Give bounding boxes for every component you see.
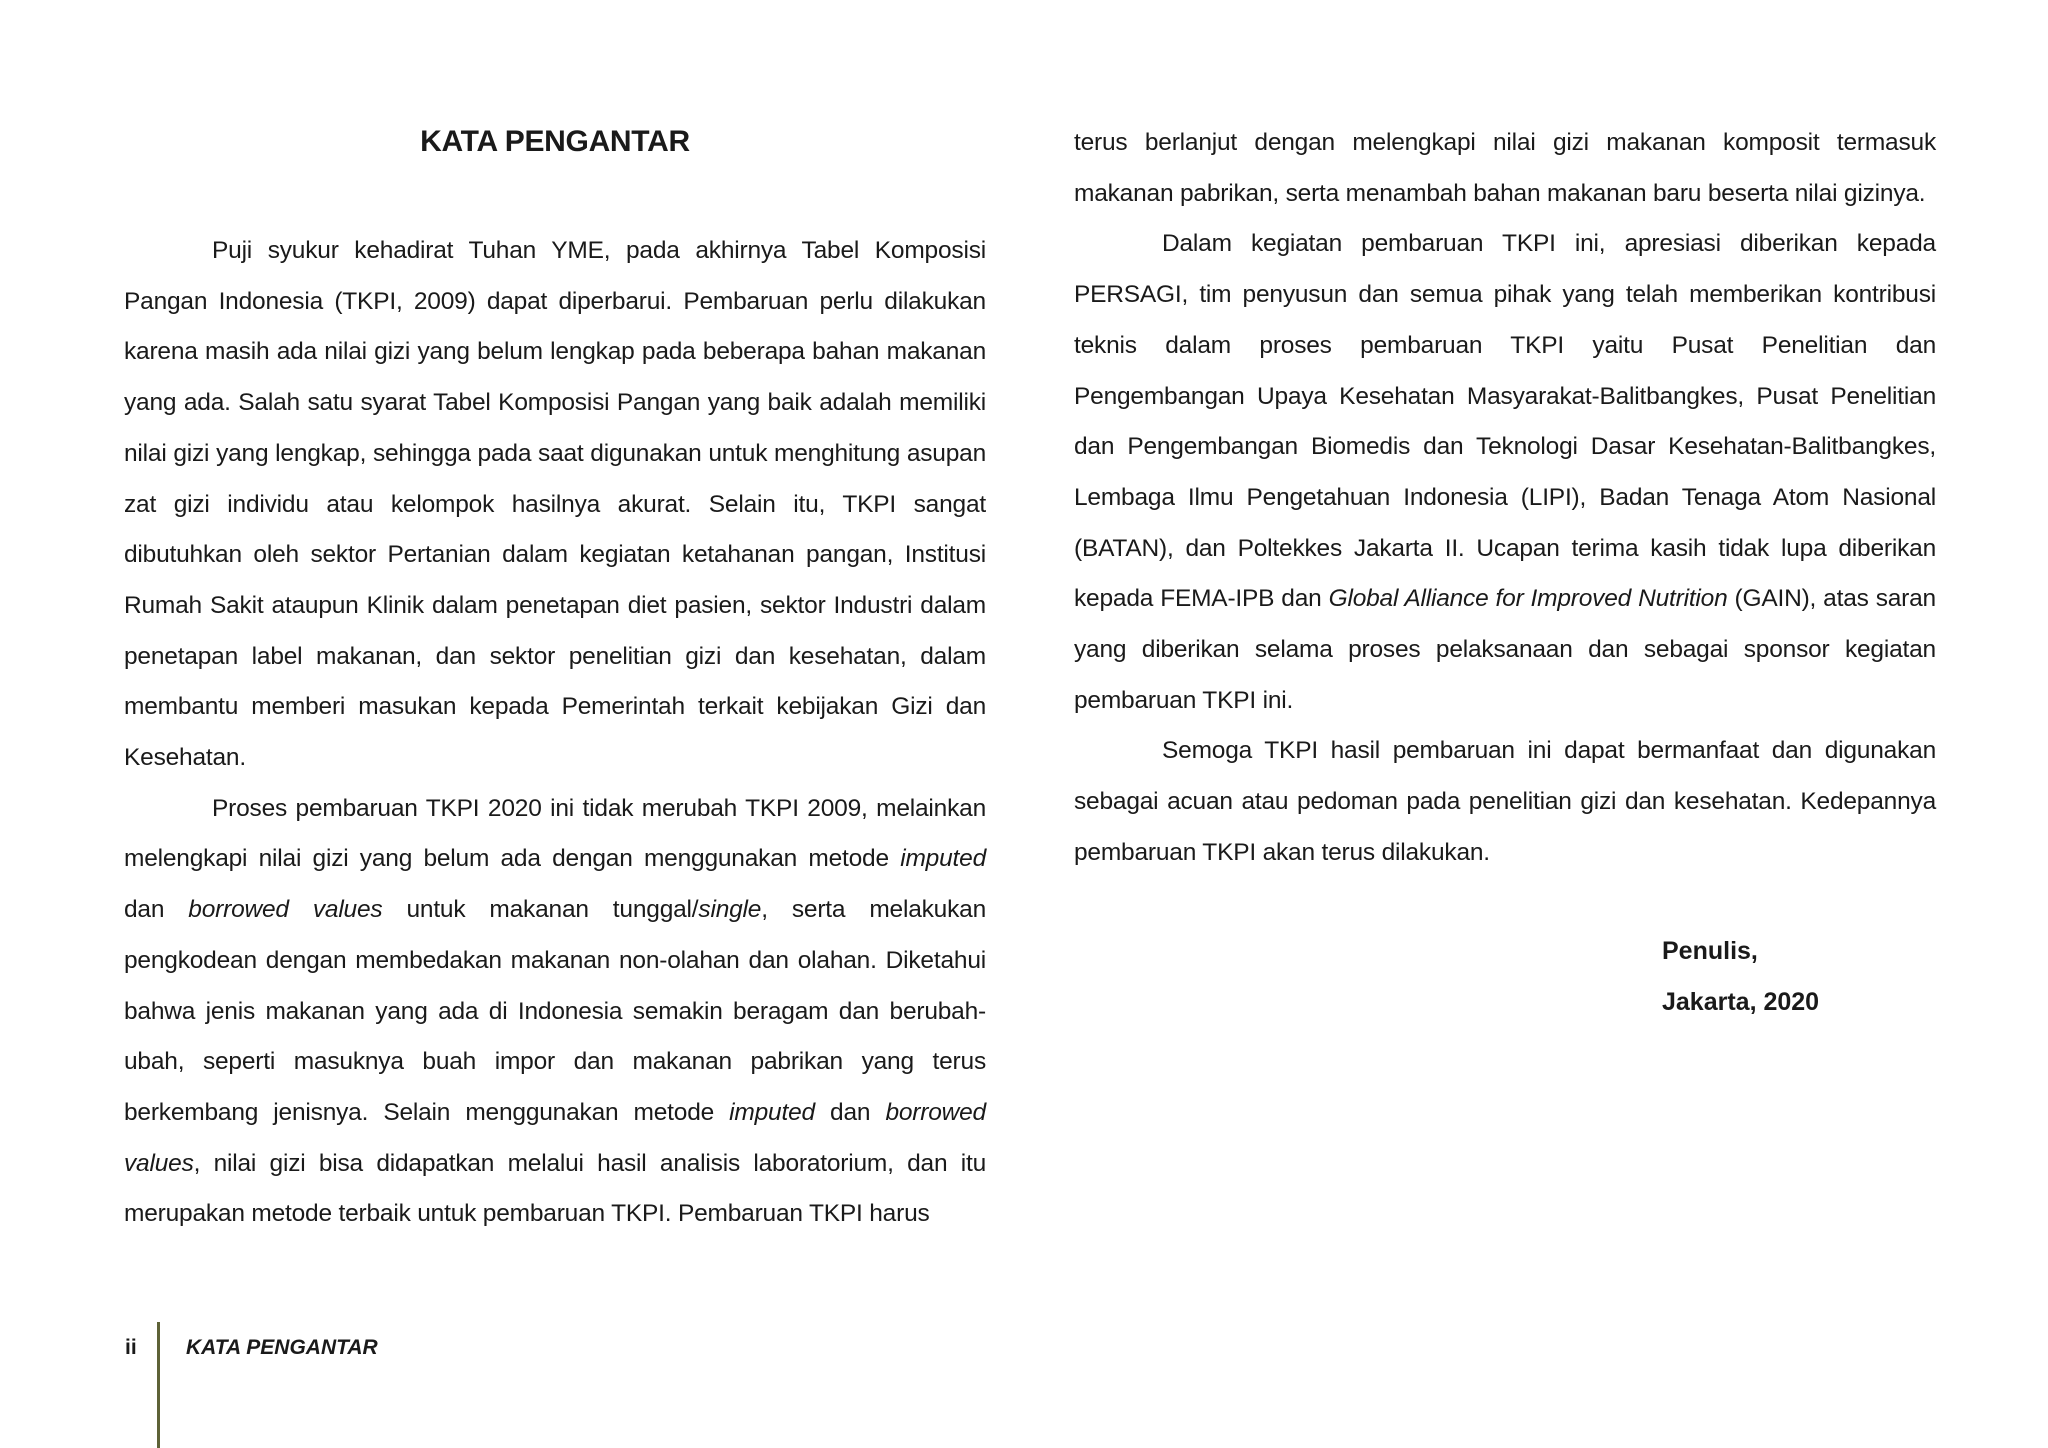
text-run: (GAIN), atas saran yang diberikan selama proses pelaksanaan dan sebagai sponsor kegiatan pembaruan TKPI ini. (1074, 585, 1936, 714)
text-run: Semoga TKPI hasil pembaruan ini dapat bermanfaat dan digunakan sebagai acuan atau pedoman pada penelitian gizi dan kesehatan. Kedepannya pembaruan TKPI akan terus dilakukan. (1074, 737, 1936, 866)
text-run: terus berlanjut dengan melengkapi nilai gizi makanan komposit termasuk makanan pabrikan, serta menambah bahan makanan baru beserta nilai gizinya. (1074, 129, 1936, 207)
text-run: , nilai gizi bisa didapatkan melalui hasil analisis laboratorium, dan itu merupakan metode terbaik untuk pembaruan TKPI. Pembaruan TKPI harus (124, 1149, 986, 1228)
italic-text-run: imputed (729, 1098, 815, 1126)
italic-text-run: single (698, 896, 762, 924)
italic-text-run: borrowed values (124, 1098, 986, 1177)
body-paragraph (1074, 219, 1936, 726)
text-run: dan (814, 1098, 886, 1126)
text-run: untuk makanan tunggal/ (382, 896, 699, 924)
signature-author: Penulis, (1662, 937, 1758, 965)
italic-text-run: imputed (900, 845, 986, 873)
page-number: ii (125, 1336, 137, 1359)
footer-divider (157, 1322, 160, 1448)
left-text-column (124, 226, 986, 1240)
text-run: Puji syukur kehadirat Tuhan YME, pada akhirnya Tabel Komposisi Pangan Indonesia (TKPI, 2009) dapat diperbarui. Pembaruan perlu dilakukan karena masih ada nilai gizi yang belum lengkap pada beberapa bahan makanan yang ada. Salah satu syarat Tabel Komposisi Pangan yang baik adalah memiliki nilai gizi yang lengkap, sehingga pada saat digunakan untuk menghitung asupan zat gizi individu atau kelompok hasilnya akurat. Selain itu, TKPI sangat dibutuhkan oleh sektor Pertanian dalam kegiatan ketahanan pangan, Institusi Rumah Sakit ataupun Klinik dalam penetapan diet pasien, sektor Industri dalam penetapan label makanan, dan sektor penelitian gizi dan kesehatan, dalam membantu memberi masukan kepada Pemerintah terkait kebijakan Gizi dan Kesehatan. (124, 237, 986, 772)
italic-text-run: borrowed values (188, 896, 383, 924)
signature-place-date: Jakarta, 2020 (1662, 987, 1820, 1016)
text-run: Dalam kegiatan pembaruan TKPI ini, apresiasi diberikan kepada PERSAGI, tim penyusun dan semua pihak yang telah memberikan kontribusi teknis dalam proses pembaruan TKPI yaitu Pusat Penelitian dan Pengembangan Upaya Kesehatan Masyarakat-Balitbangkes, Pusat Penelitian dan Pengembangan Biomedis dan Teknologi Dasar Kesehatan-Balitbangkes, Lembaga Ilmu Pengetahuan Indonesia (LIPI), Badan Tenaga Atom Nasional (BATAN), dan Poltekkes Jakarta II. Ucapan terima kasih tidak lupa diberikan kepada FEMA-IPB dan (1074, 230, 1936, 613)
body-paragraph (1074, 726, 1936, 878)
right-text-column (1074, 118, 1936, 879)
body-paragraph (124, 226, 986, 784)
text-run: Proses pembaruan TKPI 2020 ini tidak merubah TKPI 2009, melainkan melengkapi nilai gizi yang belum ada dengan menggunakan metode (124, 794, 986, 873)
italic-text-run: Global Alliance for Improved Nutrition (1328, 585, 1728, 613)
text-run: dan (124, 896, 189, 924)
text-run: , serta melakukan pengkodean dengan membedakan makanan non-olahan dan olahan. Diketahui bahwa jenis makanan yang ada di Indonesia semakin beragam dan berubah-ubah, seperti masuknya buah impor dan makanan pabrikan yang terus berkembang jenisnya. Selain menggunakan metode (124, 896, 987, 1126)
body-paragraph (124, 784, 986, 1240)
signature-block (1662, 926, 1819, 1027)
body-paragraph (1074, 118, 1936, 219)
page-title: KATA PENGANTAR (420, 125, 690, 158)
footer-section-label: KATA PENGANTAR (186, 1336, 378, 1359)
